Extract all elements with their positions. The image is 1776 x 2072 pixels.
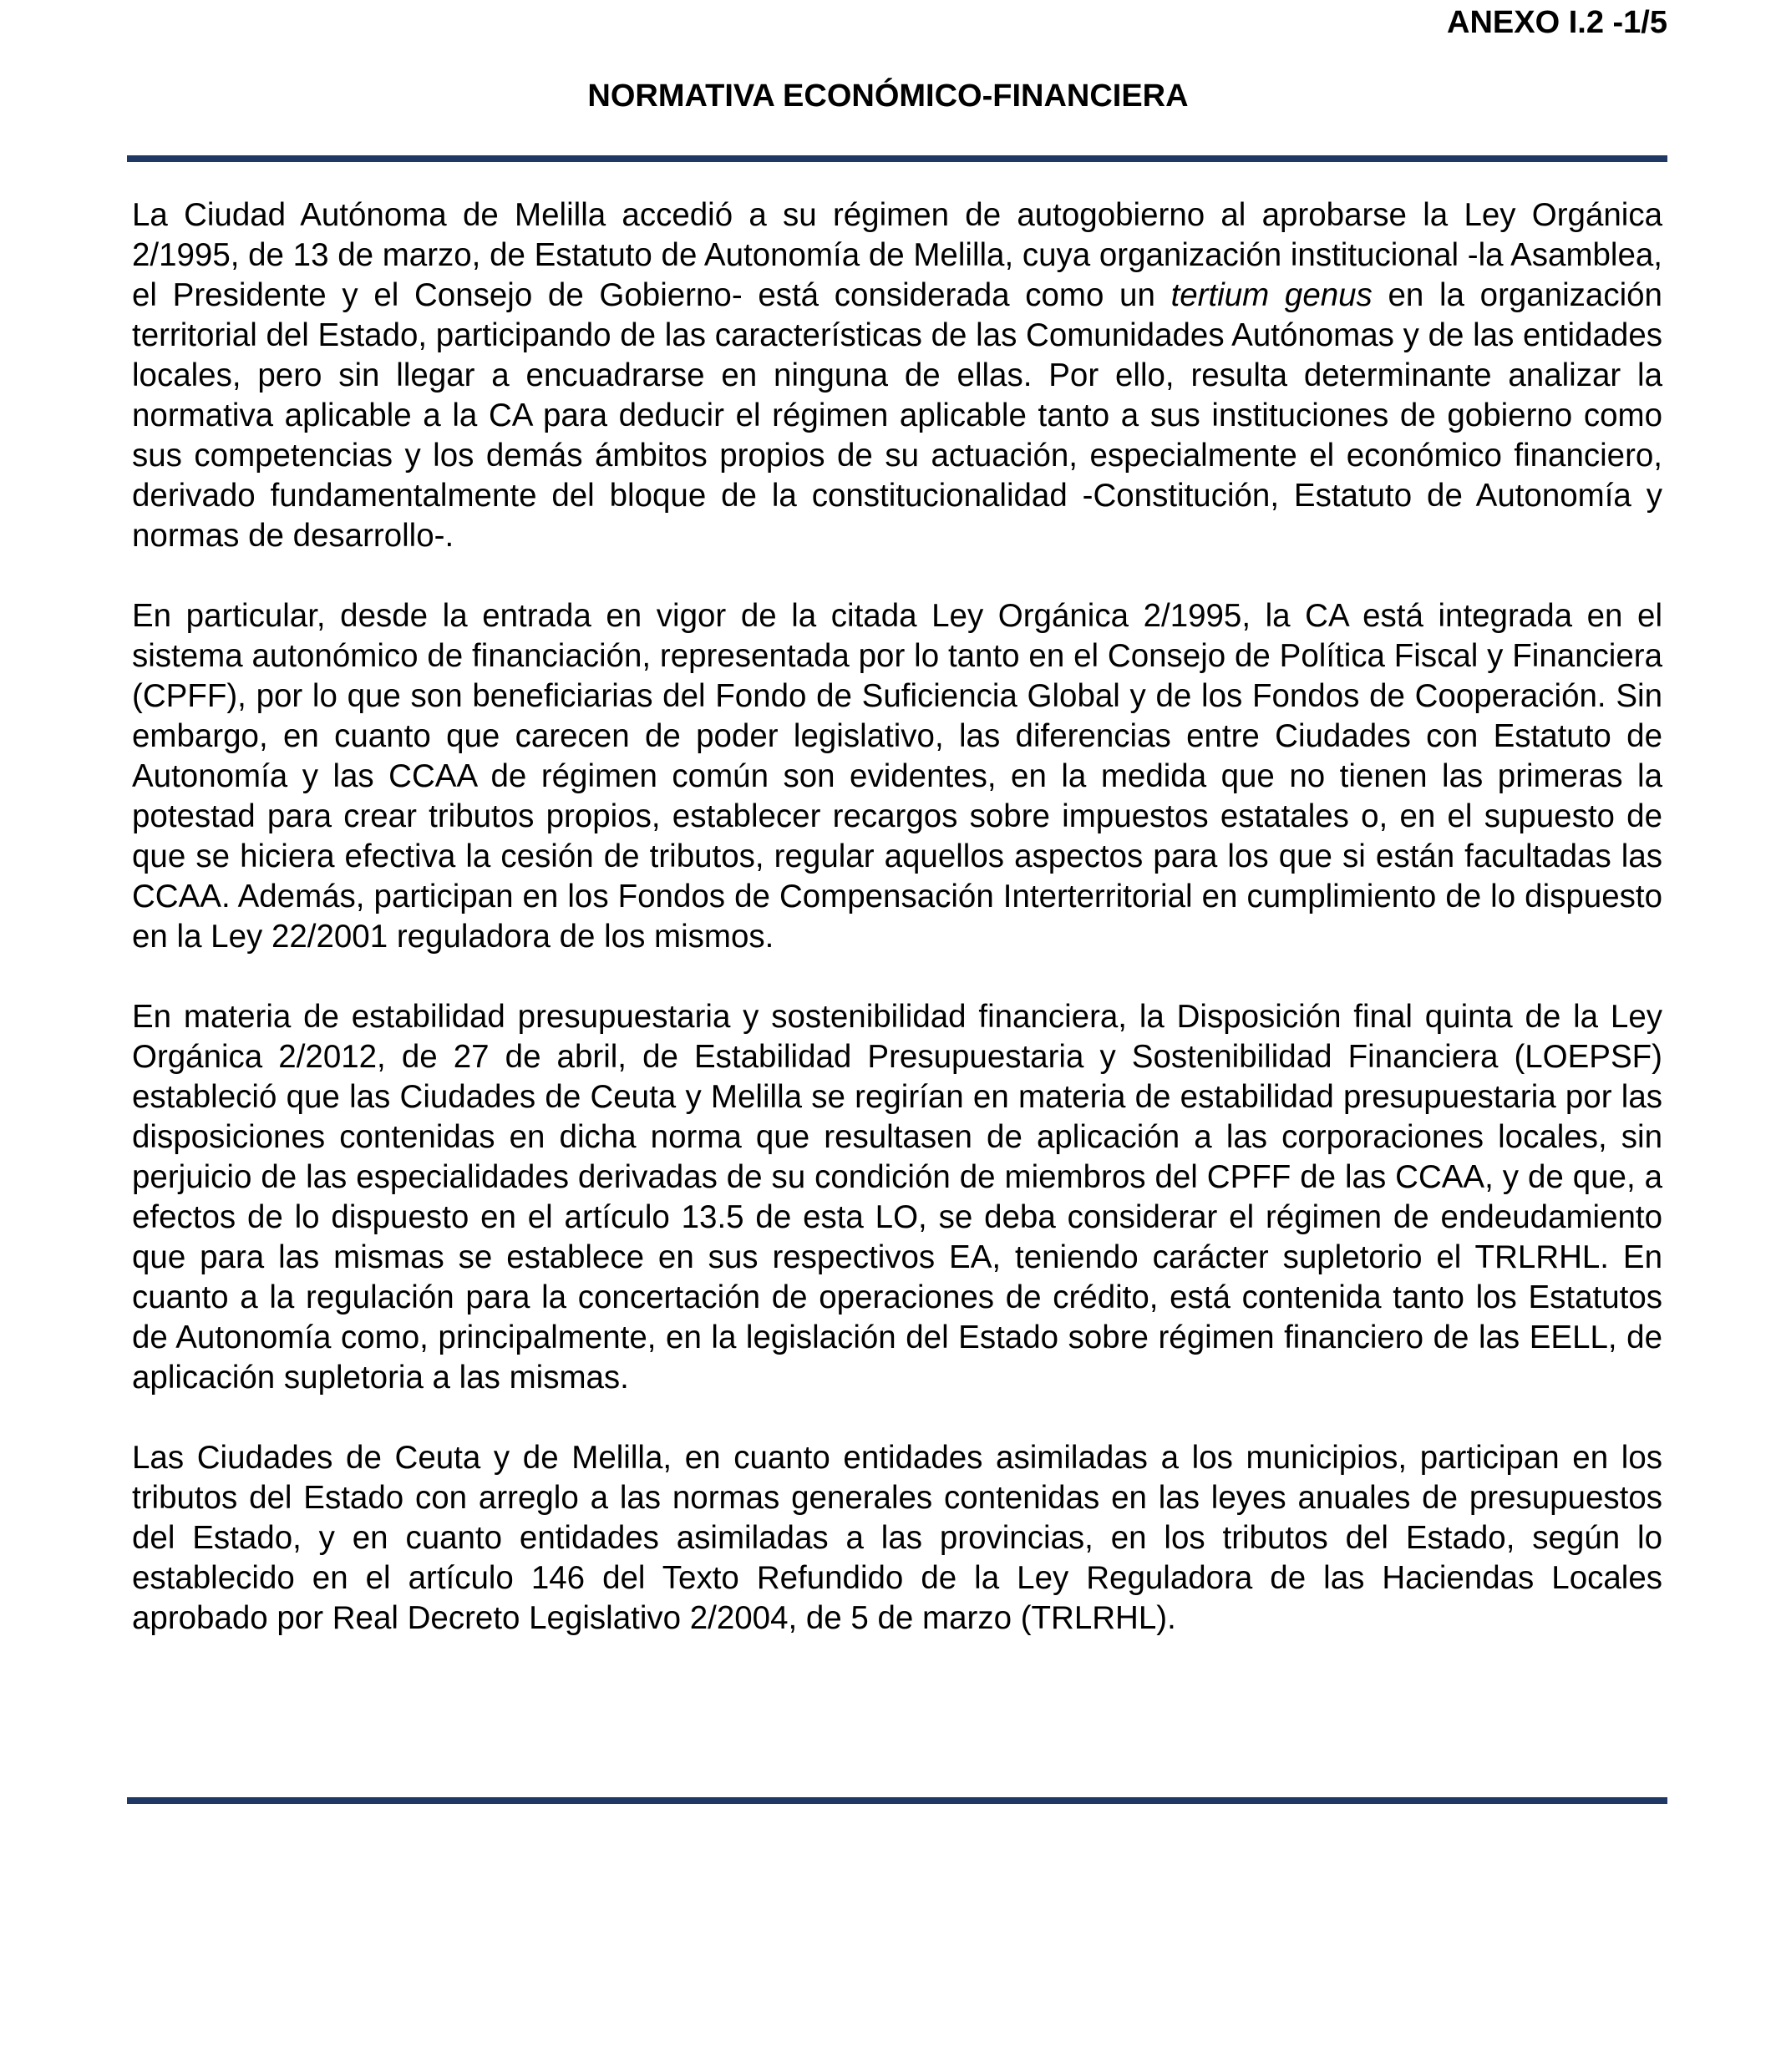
paragraph-4: Las Ciudades de Ceuta y de Melilla, en cuanto entidades asimiladas a los municipios, participan en los tributos del Estado con arreglo a las normas generales contenidas en las leyes anuales de presupuestos del Estado, y en cuanto entidades asimiladas a las provincias, en los tributos del Estado, según lo establecido en el artículo 146 del Texto Refundido de la Ley Reguladora de las Haciendas Locales aprobado por Real Decreto Legislativo 2/2004, de 5 de marzo (TRLRHL). [132,1440,1662,1636]
paragraph-1-text-b: en la organización territorial del Estado, participando de las características de las Comunidades Autónomas y de las entidades locales, pero sin llegar a encuadrarse en ninguna de ellas. Por ello, resulta determinante analizar la normativa aplicable a la CA para deducir el régimen aplicable tanto a sus instituciones de gobierno como sus competencias y los demás ámbitos propios de su actuación, especialmente el económico financiero, derivado fundamentalmente del bloque de la constitucionalidad -Constitución, Estatuto de Autonomía y normas de desarrollo-. [132,277,1662,554]
paragraph-1-text-a: La Ciudad Autónoma de Melilla accedió a su régimen de autogobierno al aprobarse la Ley Orgánica 2/1995, de 13 de marzo, de Estatuto de Autonomía de Melilla, cuya organización institucional -la Asamblea, el Presidente y el Consejo de Gobierno- está considerada como un [132,197,1663,313]
paragraph-2: En particular, desde la entrada en vigor de la citada Ley Orgánica 2/1995, la CA está integrada en el sistema autonómico de financiación, representada por lo tanto en el Consejo de Política Fiscal y Financiera (CPFF), por lo que son beneficiarias del Fondo de Suficiencia Global y de los Fondos de Cooperación. Sin embargo, en cuanto que carecen de poder legislativo, las diferencias entre Ciudades con Estatuto de Autonomía y las CCAA de régimen común son evidentes, en la medida que no tienen las primeras la potestad para crear tributos propios, establecer recargos sobre impuestos estatales o, en el supuesto de que se hiciera efectiva la cesión de tributos, regular aquellos aspectos para los que si están facultadas las CCAA. Además, participan en los Fondos de Compensación Interterritorial en cumplimiento de lo dispuesto en la Ley 22/2001 reguladora de los mismos. [132,598,1662,955]
paragraph-1-italic-term: tertium genus [1170,277,1373,313]
paragraph-3: En materia de estabilidad presupuestaria y sostenibilidad financiera, la Disposición final quinta de la Ley Orgánica 2/2012, de 27 de abril, de Estabilidad Presupuestaria y Sostenibilidad Financiera (LOEPSF) estableció que las Ciudades de Ceuta y Melilla se regirían en materia de estabilidad presupuestaria por las disposiciones contenidas en dicha norma que resultasen de aplicación a las corporaciones locales, sin perjuicio de las especialidades derivadas de su condición de miembros del CPFF de las CCAA, y de que, a efectos de lo dispuesto en el artículo 13.5 de esta LO, se deba considerar el régimen de endeudamiento que para las mismas se establece en sus respectivos EA, teniendo carácter supletorio el TRLRHL. En cuanto a la regulación para la concertación de operaciones de crédito, está contenida tanto los Estatutos de Autonomía como, principalmente, en la legislación del Estado sobre régimen financiero de las EELL, de aplicación supletoria a las mismas. [132,999,1662,1396]
document-body [132,195,1662,1639]
paragraph-1 [132,195,1662,556]
page-title: NORMATIVA ECONÓMICO-FINANCIERA [587,79,1189,114]
top-divider [127,155,1667,162]
bottom-divider [127,1797,1667,1804]
annex-label: ANEXO I.2 -1/5 [1447,5,1667,40]
